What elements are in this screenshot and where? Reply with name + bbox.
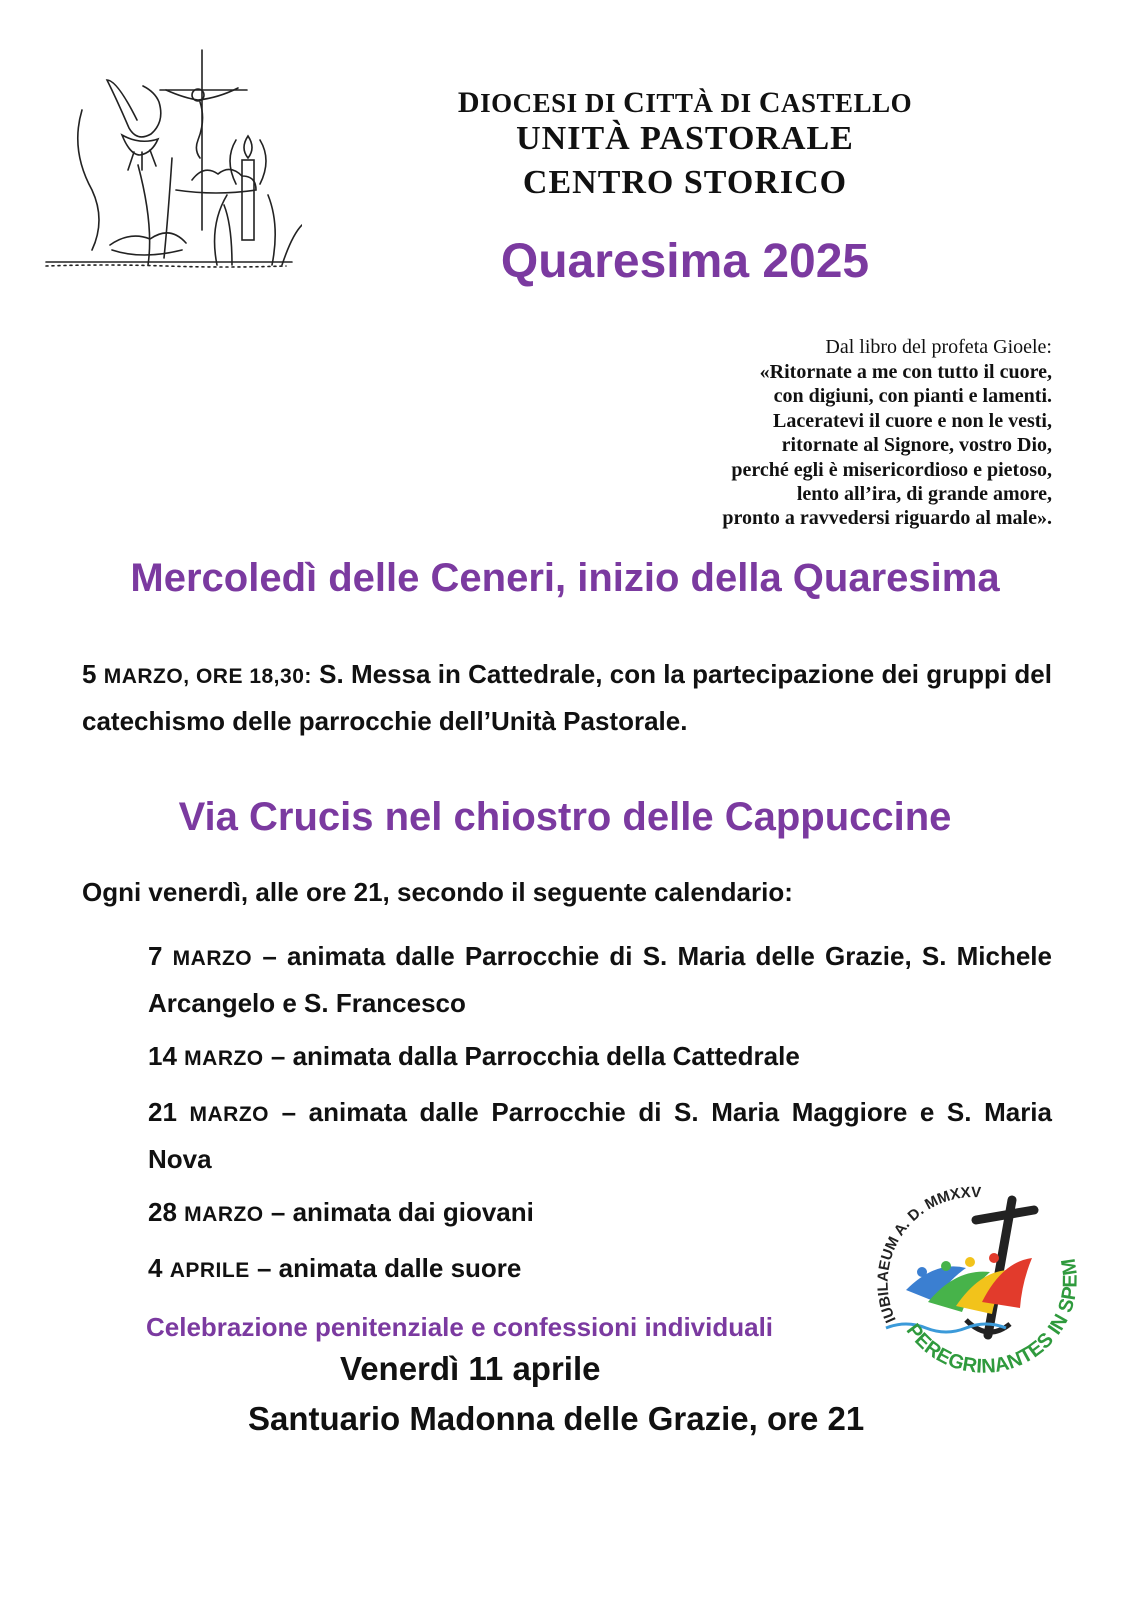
penitential-date: Venerdì 11 aprile [340, 1350, 601, 1387]
quote-source: Dal libro del profeta Gioele: [825, 336, 1052, 358]
quote-line: Laceratevi il cuore e non le vesti, [772, 409, 1052, 432]
lent-illustration [42, 40, 302, 280]
quote-line: pronto a ravvedersi riguardo al male». [722, 507, 1052, 530]
quote-line: con digiuni, con pianti e lamenti. [773, 385, 1052, 408]
jubilee-logo [866, 1170, 1086, 1390]
quote-line: lento all’ira, di grande amore, [796, 483, 1052, 506]
diocese-name: DIOCESI DI CITTÀ DI CASTELLO [457, 86, 913, 119]
penitential-title: Celebrazione penitenziale e confessioni individuali [146, 1312, 774, 1342]
ash-wednesday-text: 5 MARZO, ORE 18,30: S. Messa in Cattedrale, con la partecipazione dei gruppi del catechismo delle parrocchie dell’Unità Pastorale. [82, 659, 1052, 736]
logo-top-text: IUBILAEUM A. D. MMXXV [874, 1183, 982, 1326]
calendar-item: 21 MARZO – animata dalle Parrocchie di S. Maria Maggiore e S. Maria Nova [148, 1097, 1052, 1174]
quote-line: ritornate al Signore, vostro Dio, [781, 434, 1052, 457]
calendar-item: 14 MARZO – animata dalla Parrocchia della Cattedrale [148, 1041, 800, 1071]
ash-wednesday-title: Mercoledì delle Ceneri, inizio della Quaresima [130, 556, 1000, 600]
quote-line: «Ritornate a me con tutto il cuore, [759, 361, 1052, 383]
page-title: Quaresima 2025 [500, 235, 870, 288]
calendar-item: 4 APRILE – animata dalle suore [148, 1253, 522, 1283]
penitential-place: Santuario Madonna delle Grazie, ore 21 [248, 1400, 865, 1437]
pastoral-unit-line1: UNITÀ PASTORALE [516, 120, 854, 157]
quote-text [452, 360, 1052, 531]
logo-bottom-text: PEREGRINANTES IN SPEM [901, 1257, 1082, 1378]
via-crucis-title: Via Crucis nel chiostro delle Cappuccine [178, 795, 952, 839]
quote-line: perché egli è misericordioso e pietoso, [731, 458, 1052, 481]
calendar-item: 7 MARZO – animata dalle Parrocchie di S. Maria delle Grazie, S. Michele Arcangelo e S. Francesco [148, 941, 1052, 1018]
calendar-item: 28 MARZO – animata dai giovani [148, 1197, 534, 1227]
pastoral-unit-line2: CENTRO STORICO [522, 164, 848, 201]
via-crucis-intro: Ogni venerdì, alle ore 21, secondo il seguente calendario: [82, 877, 793, 907]
